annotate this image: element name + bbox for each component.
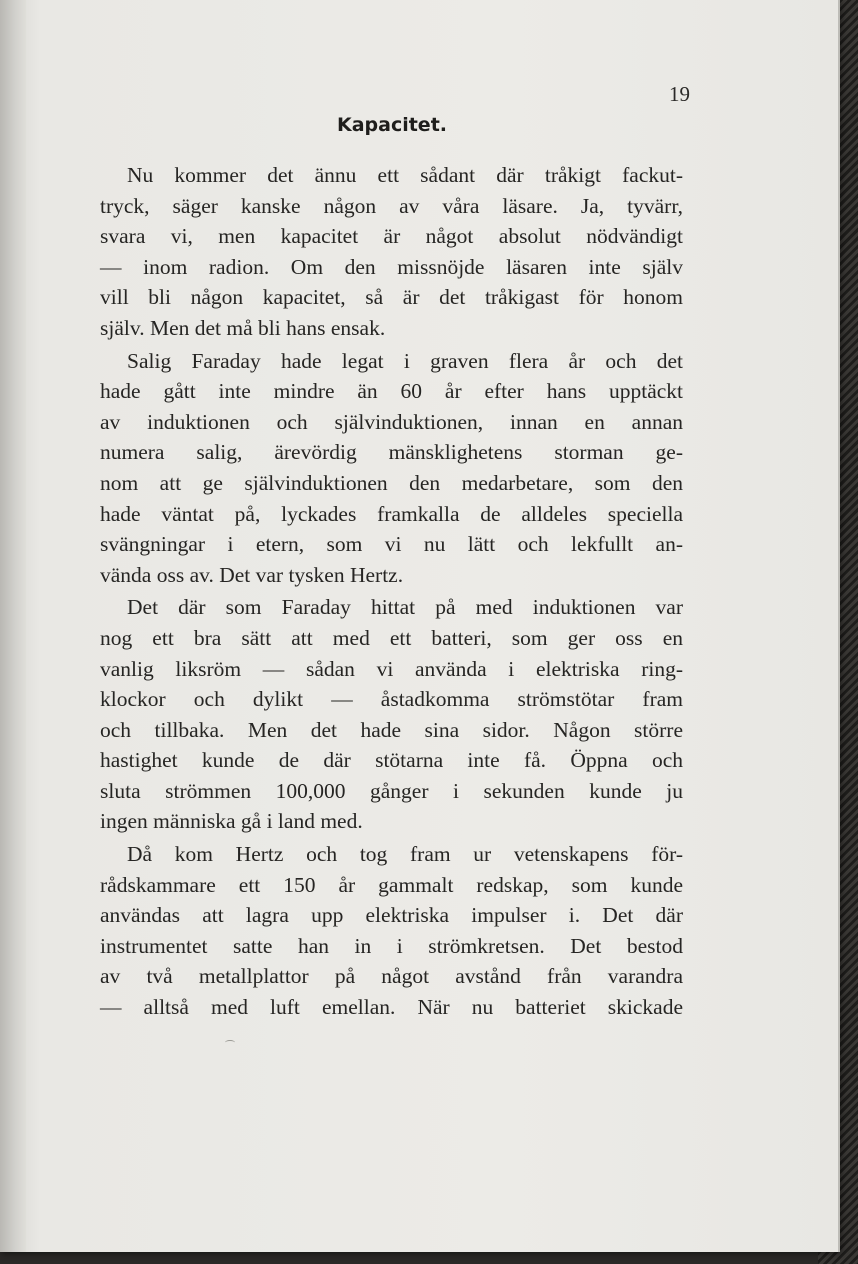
text-line: numera salig, ärevördig mänsklighetens storman ge- (100, 440, 683, 465)
text-line: Det där som Faraday hittat på med induktionen var (127, 595, 683, 620)
text-line: vill bli någon kapacitet, så är det tråkigast för honom (100, 285, 683, 310)
text-line: rådskammare ett 150 år gammalt redskap, som kunde (100, 872, 683, 897)
text-line: användas att lagra upp elektriska impulser i. Det där (100, 903, 683, 928)
chapter-title: Kapacitet. (336, 114, 447, 136)
text-line: klockor och dylikt — åstadkomma strömstötar fram (100, 687, 683, 712)
page-gutter (0, 0, 26, 1252)
paragraph-2 (100, 346, 683, 591)
paragraph-3 (100, 592, 683, 837)
page-number: 19 (669, 82, 690, 106)
text-line: nog ett bra sätt att med ett batteri, som ger oss en (100, 625, 683, 650)
text-line: sluta strömmen 100,000 gånger i sekunden kunde ju (100, 778, 683, 803)
text-line: av två metallplattor på något avstånd från varandra (100, 964, 683, 989)
text-line: — inom radion. Om den missnöjde läsaren inte själv (100, 254, 683, 279)
text-line: instrumentet satte han in i strömkretsen. Det bestod (100, 933, 683, 958)
paragraph-1 (100, 160, 683, 344)
text-line: ingen människa gå i land med. (100, 809, 363, 834)
text-line: och tillbaka. Men det hade sina sidor. Någon större (100, 717, 683, 742)
text-line: Nu kommer det ännu ett sådant där tråkigt fackut- (127, 163, 683, 187)
print-mark (225, 1040, 235, 1045)
text-line: tryck, säger kanske någon av våra läsare. Ja, tyvärr, (100, 193, 683, 218)
paragraph-4 (100, 839, 683, 1023)
text-line: själv. Men det må bli hans ensak. (100, 315, 386, 340)
text-line: hastighet kunde de där stötarna inte få. Öppna och (100, 748, 683, 773)
text-line: Då kom Hertz och tog fram ur vetenskapens för- (127, 842, 683, 867)
text-line: svängningar i etern, som vi nu lätt och lekfullt an- (100, 532, 683, 557)
text-line: hade gått inte mindre än 60 år efter hans upptäckt (100, 379, 683, 404)
text-line: — alltså med luft emellan. När nu batteriet skickade (100, 995, 683, 1020)
text-line: nom att ge självinduktionen den medarbetare, som den (100, 470, 683, 495)
body-text (100, 160, 683, 1025)
text-line: svara vi, men kapacitet är något absolut nödvändigt (100, 224, 683, 249)
text-line: vända oss av. Det var tysken Hertz. (100, 562, 404, 587)
text-line: av induktionen och självinduktionen, innan en annan (100, 409, 683, 434)
text-line: hade väntat på, lyckades framkalla de alldeles speciella (100, 501, 683, 526)
text-line: Salig Faraday hade legat i graven flera år och det (127, 348, 683, 373)
text-line: vanlig liksröm — sådan vi använda i elektriska ring- (100, 656, 683, 681)
